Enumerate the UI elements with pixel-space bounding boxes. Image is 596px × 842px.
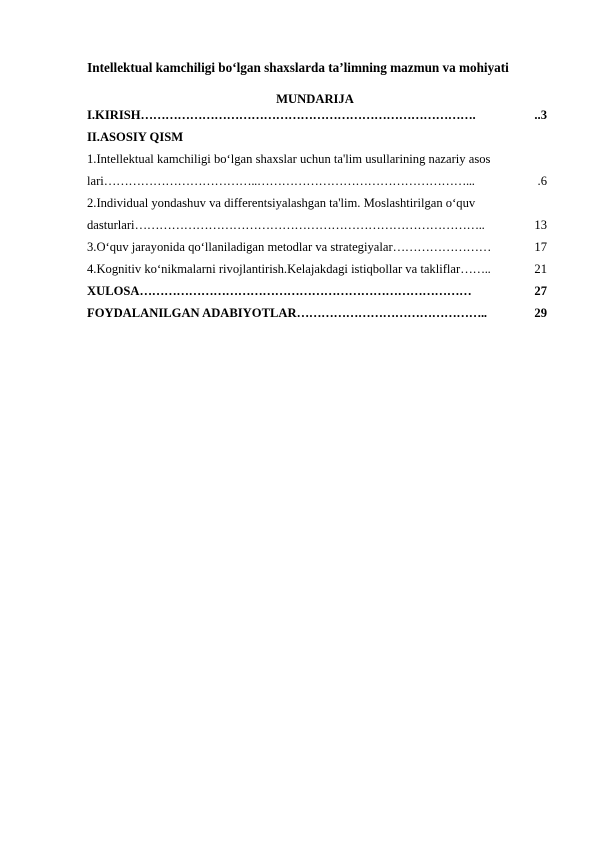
toc-entry-label: 2.Individual yondashuv va differentsiyalashgan ta'lim. Moslashtirilgan o‘quv — [87, 196, 476, 210]
toc-entry-1-line1[interactable] — [87, 151, 547, 167]
toc-entry-label: 4.Kognitiv ko‘nikmalarni rivojlantirish.Kelajakdagi istiqbollar va takliflar — [87, 262, 461, 276]
toc-page-number: 17 — [534, 240, 547, 254]
toc-entry-kirish[interactable] — [87, 107, 547, 123]
toc-leader-dots: ………………………………………………………………………. — [140, 108, 476, 122]
toc-entry-adabiyotlar[interactable] — [87, 305, 547, 321]
toc-entry-label: 3.O‘quv jarayonida qo‘llaniladigan metodlar va strategiyalar — [87, 240, 393, 254]
toc-entry-label: FOYDALANILGAN ADABIYOTLAR — [87, 306, 297, 320]
toc-entry-3[interactable] — [87, 239, 547, 255]
toc-entry-1-line2[interactable] — [87, 173, 547, 189]
toc-entry-label: I.KIRISH — [87, 108, 141, 122]
toc-entry-2-line2[interactable] — [87, 217, 547, 233]
toc-leader-dots: …………………… — [392, 240, 491, 254]
document-title: Intellektual kamchiligi bo‘lgan shaxslarda ta’limning mazmun va mohiyati — [87, 60, 509, 75]
toc-entry-label: II.ASOSIY QISM — [87, 130, 184, 144]
toc-entry-label: XULOSA — [87, 284, 140, 298]
toc-leader-dots: ……………………………………….. — [296, 306, 487, 320]
toc-leader-dots: ………………………………..……………………………………………... — [103, 174, 475, 188]
toc-leader-dots: …….. — [460, 262, 491, 276]
toc-entry-xulosa[interactable] — [87, 283, 547, 299]
toc-page-number: 29 — [534, 306, 547, 320]
toc-leader-dots: ……………………………………………………………………… — [139, 284, 472, 298]
toc-entry-label: 1.Intellektual kamchiligi bo‘lgan shaxslar uchun ta'lim usullarining nazariy asos — [87, 152, 491, 166]
toc-page-number: 13 — [534, 218, 547, 232]
toc-entry-label: dasturlari — [87, 218, 135, 232]
toc-entry-label: lari — [87, 174, 104, 188]
toc-heading: MUNDARIJA — [276, 92, 354, 106]
toc-entry-2-line1[interactable] — [87, 195, 547, 211]
toc-page-number: 27 — [534, 284, 547, 298]
toc-page-number: .6 — [537, 174, 547, 188]
toc-page-number: 21 — [534, 262, 547, 276]
toc-entry-4[interactable] — [87, 261, 547, 277]
toc-leader-dots: ………………………………………………………………………….. — [134, 218, 485, 232]
toc-page-number: ..3 — [534, 108, 547, 122]
toc-entry-asosiy-qism[interactable] — [87, 129, 547, 145]
